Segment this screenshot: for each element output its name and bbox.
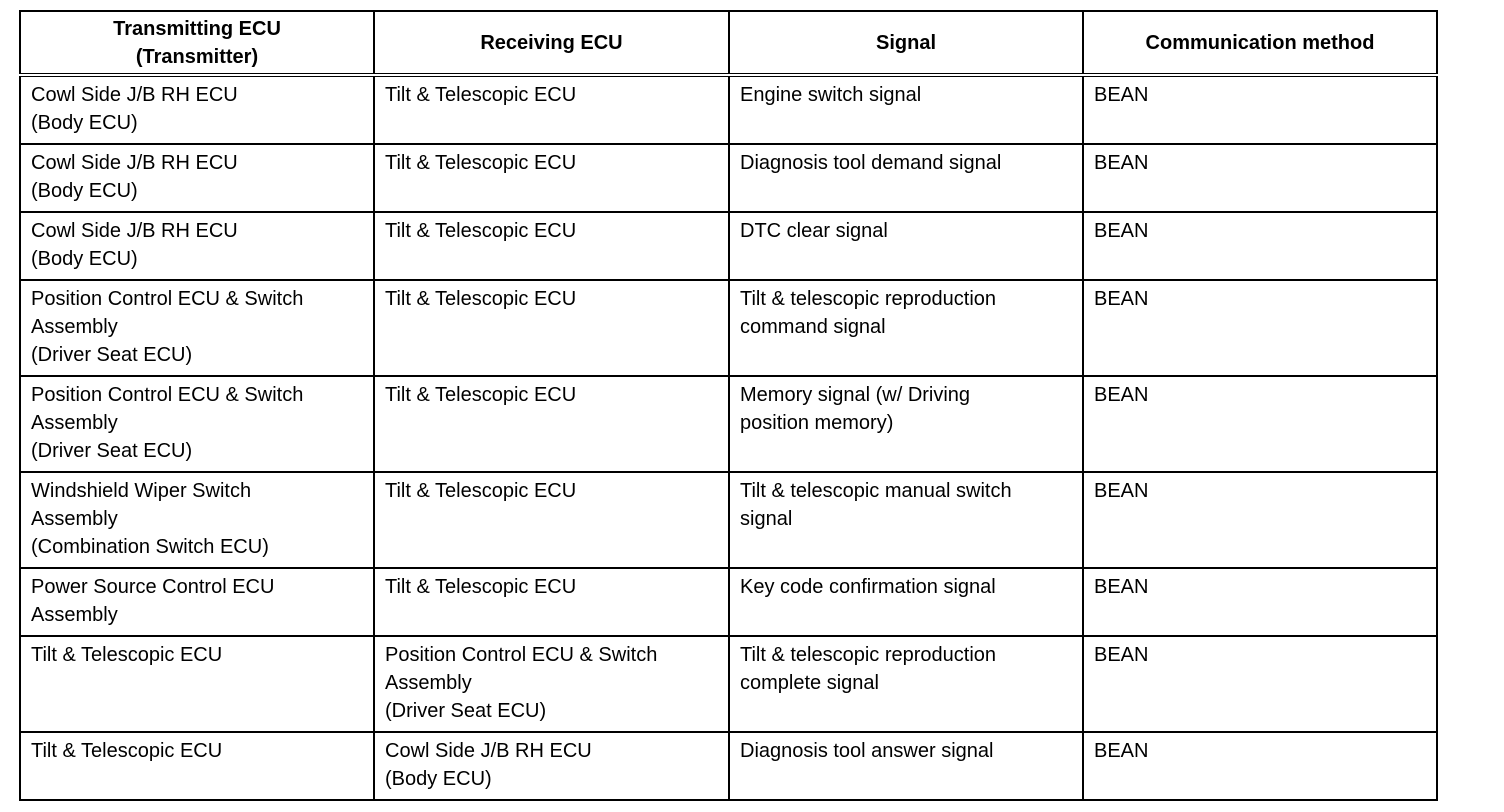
table-row [20,280,1437,376]
cell-receiving-ecu: Tilt & Telescopic ECU [374,75,729,144]
header-receiving-ecu-label: Receiving ECU [480,31,623,54]
cell-communication-method: BEAN [1083,280,1437,376]
cell-transmitting-ecu: Cowl Side J/B RH ECU (Body ECU) [20,75,374,144]
cell-signal: Tilt & telescopic reproduction command signal [729,280,1083,376]
cell-communication-method: BEAN [1083,636,1437,732]
cell-receiving-ecu: Cowl Side J/B RH ECU (Body ECU) [374,732,729,800]
cell-receiving-ecu: Tilt & Telescopic ECU [374,472,729,568]
header-signal [729,11,1083,75]
header-communication-method-label: Communication method [1145,31,1375,54]
table-row [20,732,1437,800]
table-header [20,11,1437,75]
cell-communication-method: BEAN [1083,568,1437,636]
cell-transmitting-ecu: Cowl Side J/B RH ECU (Body ECU) [20,144,374,212]
table-row [20,144,1437,212]
cell-transmitting-ecu: Tilt & Telescopic ECU [20,732,374,800]
cell-receiving-ecu: Tilt & Telescopic ECU [374,280,729,376]
cell-signal: Diagnosis tool answer signal [729,732,1083,800]
cell-transmitting-ecu: Position Control ECU & Switch Assembly (Driver Seat ECU) [20,376,374,472]
table-row [20,75,1437,144]
header-row [20,11,1437,75]
cell-transmitting-ecu: Position Control ECU & Switch Assembly (Driver Seat ECU) [20,280,374,376]
header-transmitting-ecu-label: Transmitting ECU (Transmitter) [113,17,281,68]
cell-signal: Tilt & telescopic reproduction complete signal [729,636,1083,732]
cell-transmitting-ecu: Tilt & Telescopic ECU [20,636,374,732]
cell-signal: DTC clear signal [729,212,1083,280]
table-row [20,212,1437,280]
cell-signal: Memory signal (w/ Driving position memory) [729,376,1083,472]
cell-communication-method: BEAN [1083,144,1437,212]
table-body [20,75,1437,800]
cell-receiving-ecu: Tilt & Telescopic ECU [374,212,729,280]
cell-communication-method: BEAN [1083,732,1437,800]
ecu-communication-table-wrapper [19,10,1436,801]
header-transmitting-ecu [20,11,374,75]
cell-signal: Tilt & telescopic manual switch signal [729,472,1083,568]
cell-communication-method: BEAN [1083,75,1437,144]
cell-transmitting-ecu: Cowl Side J/B RH ECU (Body ECU) [20,212,374,280]
ecu-communication-table [19,10,1438,801]
cell-communication-method: BEAN [1083,472,1437,568]
cell-transmitting-ecu: Windshield Wiper Switch Assembly (Combination Switch ECU) [20,472,374,568]
header-signal-label: Signal [875,31,936,54]
cell-transmitting-ecu: Power Source Control ECU Assembly [20,568,374,636]
table-row [20,568,1437,636]
cell-communication-method: BEAN [1083,212,1437,280]
header-communication-method [1083,11,1437,75]
cell-receiving-ecu: Tilt & Telescopic ECU [374,376,729,472]
header-receiving-ecu [374,11,729,75]
cell-signal: Key code confirmation signal [729,568,1083,636]
table-row [20,472,1437,568]
cell-receiving-ecu: Position Control ECU & Switch Assembly (Driver Seat ECU) [374,636,729,732]
cell-communication-method: BEAN [1083,376,1437,472]
cell-signal: Diagnosis tool demand signal [729,144,1083,212]
cell-signal: Engine switch signal [729,75,1083,144]
cell-receiving-ecu: Tilt & Telescopic ECU [374,144,729,212]
cell-receiving-ecu: Tilt & Telescopic ECU [374,568,729,636]
table-row [20,376,1437,472]
table-row [20,636,1437,732]
